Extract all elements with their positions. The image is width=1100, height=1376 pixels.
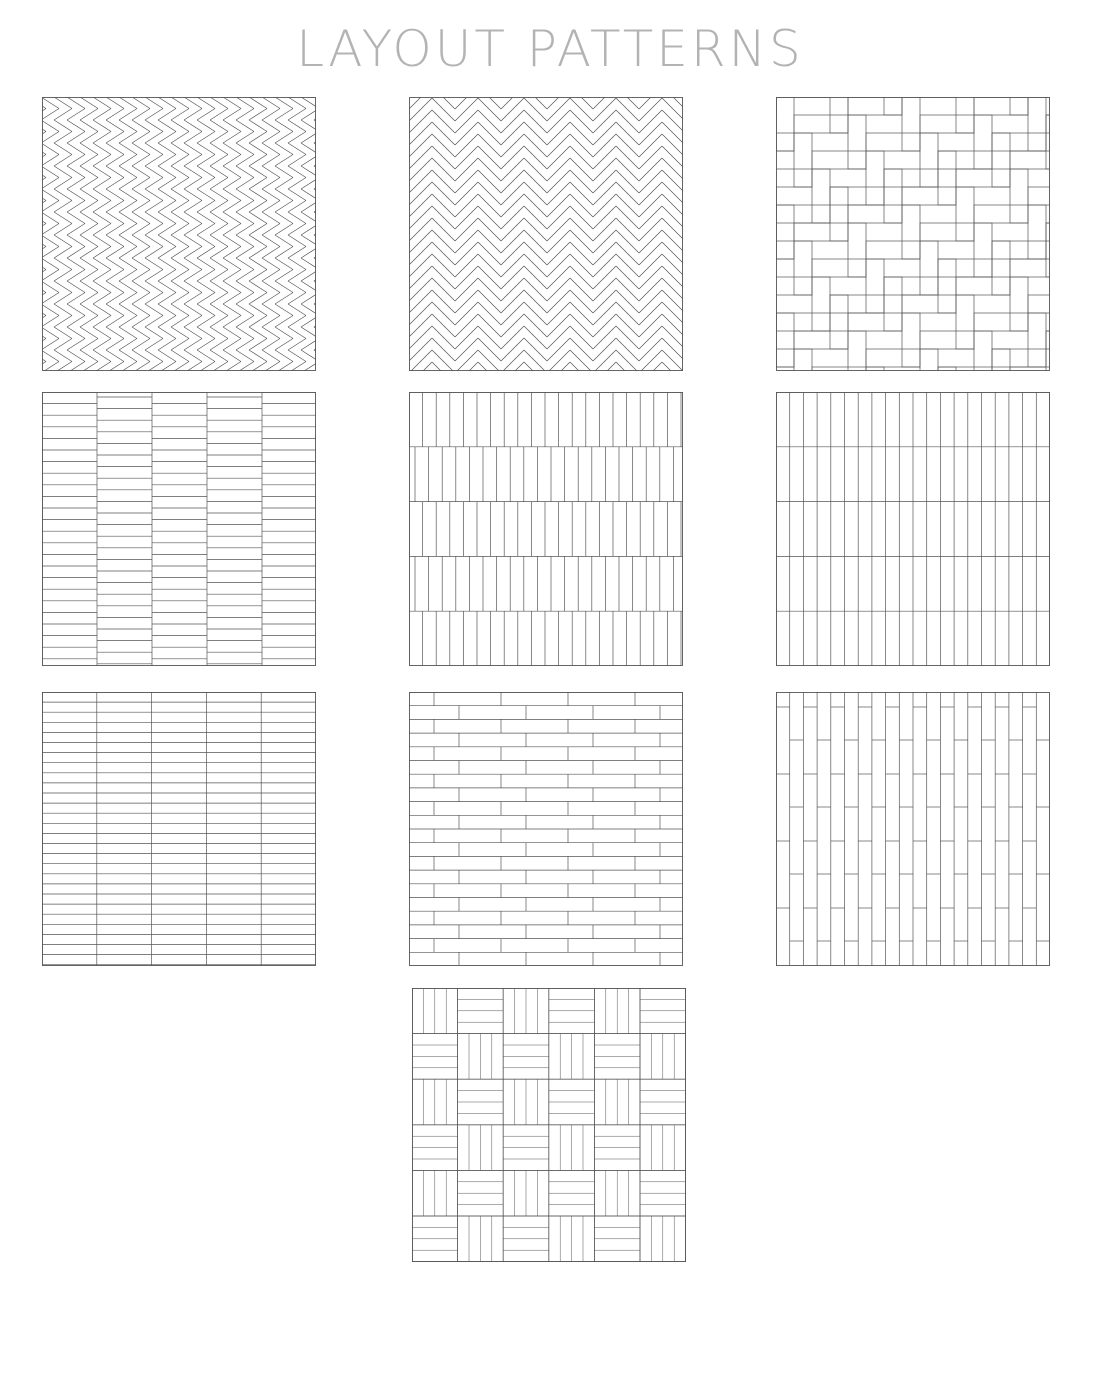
chevron-diagonal-drawing xyxy=(409,97,683,371)
horizontal-stack-offset-drawing xyxy=(42,392,316,666)
vertical-brick-drawing xyxy=(776,692,1050,966)
basketweave-drawing xyxy=(412,988,686,1262)
herringbone-horizontal-drawing xyxy=(42,97,316,371)
page-title: LAYOUT PATTERNS xyxy=(296,20,804,78)
horizontal-stack-drawing xyxy=(42,692,316,966)
pattern-basketweave xyxy=(412,988,686,1262)
pattern-horizontal-stack xyxy=(42,692,316,966)
pattern-horizontal-brick xyxy=(409,692,683,966)
pattern-vertical-brick xyxy=(776,692,1050,966)
pattern-herringbone-double xyxy=(776,97,1050,371)
pattern-vertical-stack xyxy=(776,392,1050,666)
horizontal-brick-drawing xyxy=(409,692,683,966)
vertical-stagger-drawing xyxy=(409,392,683,666)
pattern-vertical-stagger xyxy=(409,392,683,666)
pattern-herringbone-horizontal xyxy=(42,97,316,371)
pattern-horizontal-stack-offset xyxy=(42,392,316,666)
vertical-stack-drawing xyxy=(776,392,1050,666)
herringbone-double-drawing xyxy=(776,97,1050,371)
pattern-chevron-diagonal xyxy=(409,97,683,371)
